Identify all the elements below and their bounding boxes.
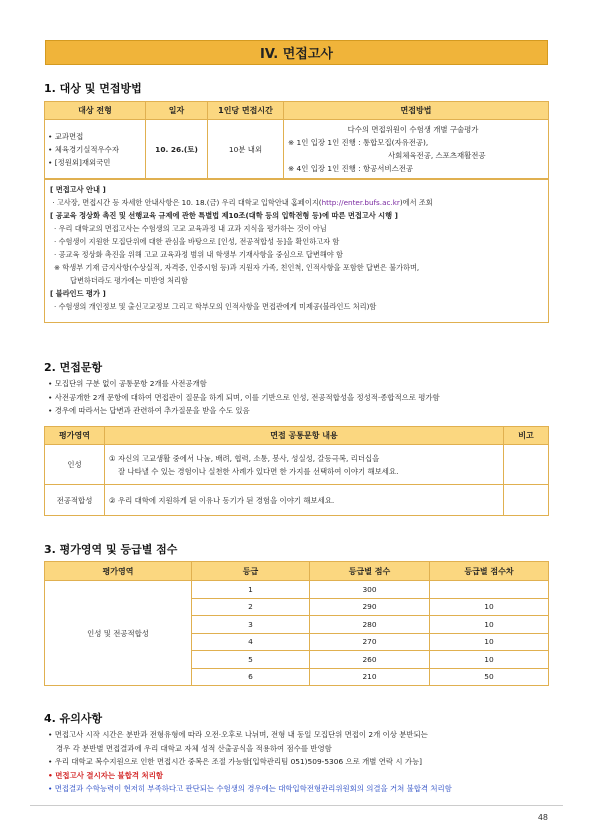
diff-cell: 50 [430, 668, 549, 686]
th-target: 대상 전형 [45, 102, 146, 120]
section-3-title: 3. 평가영역 및 등급별 점수 [44, 543, 178, 556]
question-cell: ② 우리 대학에 지원하게 된 이유나 동기가 된 경험을 이야기 해보세요. [105, 485, 504, 516]
section-2-title: 2. 면접문항 [44, 361, 103, 374]
section-4-title: 4. 유의사항 [44, 712, 103, 725]
grade-cell: 5 [192, 651, 310, 669]
grade-score-table [44, 561, 549, 686]
question-cell [105, 445, 504, 485]
grade-cell: 3 [192, 616, 310, 634]
method-line: ※ 1인 입장 1인 진행 : 통합모집(자유전공), [288, 138, 429, 147]
method-cell [284, 120, 549, 179]
bullet-item: • 경우에 따라서는 답변과 관련하여 추가질문을 받을 수도 있음 [48, 406, 250, 415]
notice-line: 답변하더라도 평가에는 미반영 처리함 [70, 276, 188, 285]
page-title: IV. 면접고사 [45, 40, 548, 65]
th-area: 평가영역 [45, 427, 105, 445]
notice-line: ※ 학생부 기재 금지사항(수상실적, 자격증, 인증시험 등)과 지원자 가족, 친인척, 인적사항을 포함한 답변은 불가하며, [54, 263, 420, 272]
th-date: 일자 [146, 102, 208, 120]
section-2-bullets [48, 377, 440, 418]
notice-line: · 수험생이 지원한 모집단위에 대한 관심을 바탕으로 [인성, 전공적합성 등]을 확인하고자 함 [54, 237, 340, 246]
grade-cell: 1 [192, 581, 310, 599]
th-grade: 등급 [192, 562, 310, 581]
page-number: 48 [537, 813, 548, 822]
note-cell [504, 485, 549, 516]
bullet-item-warning: • 면접고사 결시자는 불합격 처리함 [48, 770, 163, 780]
score-cell: 260 [310, 651, 430, 669]
target-item: • [정원외]재외국민 [48, 157, 111, 167]
bullet-item: • 우리 대학교 복수지원으로 인한 면접시간 중복은 조절 가능함[입학관리팀 051)509-5306 으로 개별 연락 시 가능] [48, 757, 423, 766]
target-cell [45, 120, 146, 179]
question-line: ① 자신의 고교생활 중에서 나눔, 배려, 협력, 소통, 봉사, 성실성, 갈등극복, 리더십을 [109, 453, 380, 463]
th-question: 면접 공통문항 내용 [105, 427, 504, 445]
score-cell: 280 [310, 616, 430, 634]
th-score-diff: 등급별 점수차 [430, 562, 549, 581]
bullet-item-notice: • 면접결과 수학능력이 현저히 부족하다고 판단되는 수험생의 경우에는 대학입학전형관리위원회의 의결을 거쳐 불합격 처리함 [48, 784, 452, 793]
notice-heading: [ 공교육 정상화 촉진 및 선행교육 규제에 관한 특별법 제10조(대학 등의 입학전형 등)에 따른 면접고사 시행 ] [50, 211, 398, 220]
diff-cell: 10 [430, 633, 549, 651]
admission-link[interactable]: http://enter.bufs.ac.kr [321, 198, 400, 207]
th-time: 1인당 면접시간 [208, 102, 284, 120]
interview-questions-table [44, 426, 549, 516]
question-line: 잘 나타낼 수 있는 경험이나 실천한 사례가 있다면 한 가지를 선택하여 이야기 해보세요. [118, 466, 399, 476]
score-cell: 290 [310, 598, 430, 616]
notice-line: · 수험생의 개인정보 및 출신고교정보 그리고 학부모의 인적사항을 면접관에게 미제공(블라인드 처리)함 [54, 302, 377, 311]
th-score: 등급별 점수 [310, 562, 430, 581]
footer-divider [30, 805, 563, 806]
bullet-item: • 모집단위 구분 없이 공통문항 2개를 사전공개함 [48, 379, 207, 388]
time-cell: 10분 내외 [208, 120, 284, 179]
bullet-item: • 면접고사 시작 시간은 분반과 전형유형에 따라 오전·오후로 나뉘며, 전형 내 동일 모집단위 면접이 2개 이상 분반되는 [48, 730, 428, 739]
grade-cell: 4 [192, 633, 310, 651]
method-line: ※ 4인 입장 1인 진행 : 항공서비스전공 [288, 164, 413, 173]
notice-line: · 공교육 정상화 촉진을 위해 고교 교육과정 범위 내 학생부 기재사항을 중심으로 답변해야 함 [54, 250, 343, 259]
score-cell: 210 [310, 668, 430, 686]
score-cell: 300 [310, 581, 430, 599]
th-note: 비고 [504, 427, 549, 445]
area-cell: 인성 [45, 445, 105, 485]
method-line: 사회체육전공, 스포츠재활전공 [388, 151, 486, 160]
note-cell [504, 445, 549, 485]
grade-cell: 2 [192, 598, 310, 616]
diff-cell: 10 [430, 651, 549, 669]
target-item: • 체육경기실적우수자 [48, 144, 119, 154]
bullet-item: • 사전공개한 2개 문항에 대하여 면접관이 질문을 하게 되며, 이를 기반으로 인성, 전공적합성을 정성적·종합적으로 평가함 [48, 392, 440, 402]
th-area: 평가영역 [45, 562, 192, 581]
area-cell: 인성 및 전공적합성 [45, 581, 192, 686]
notice-line: · 우리 대학교의 면접고사는 수험생의 고교 교육과정 내 교과 지식을 평가하는 것이 아님 [54, 224, 327, 233]
diff-cell: 10 [430, 598, 549, 616]
bullet-item: 경우 각 분반별 면접결과에 우리 대학교 자체 성적 산출공식을 적용하여 점수를 반영함 [56, 743, 332, 753]
notice-heading: [ 면접고사 안내 ] [50, 185, 106, 194]
th-method: 면접방법 [284, 102, 549, 120]
grade-cell: 6 [192, 668, 310, 686]
section-1-title: 1. 대상 및 면접방법 [44, 82, 142, 95]
target-item: • 교과면접 [48, 131, 84, 141]
diff-cell [430, 581, 549, 599]
method-line: 다수의 면접위원이 수험생 개별 구술평가 [347, 125, 479, 134]
score-cell: 270 [310, 633, 430, 651]
section-4-bullets [48, 728, 452, 796]
interview-notice-box [44, 179, 549, 323]
date-cell: 10. 26.(토) [146, 120, 208, 179]
interview-method-table [44, 101, 549, 179]
diff-cell: 10 [430, 616, 549, 634]
notice-heading: [ 블라인드 평가 ] [50, 289, 106, 298]
notice-line: · 고사장, 면접시간 등 자세한 안내사항은 10. 18.(금) 우리 대학교 입학안내 홈페이지(http://enter.bufs.ac.kr)에서 조회 [52, 198, 433, 207]
area-cell: 전공적합성 [45, 485, 105, 516]
